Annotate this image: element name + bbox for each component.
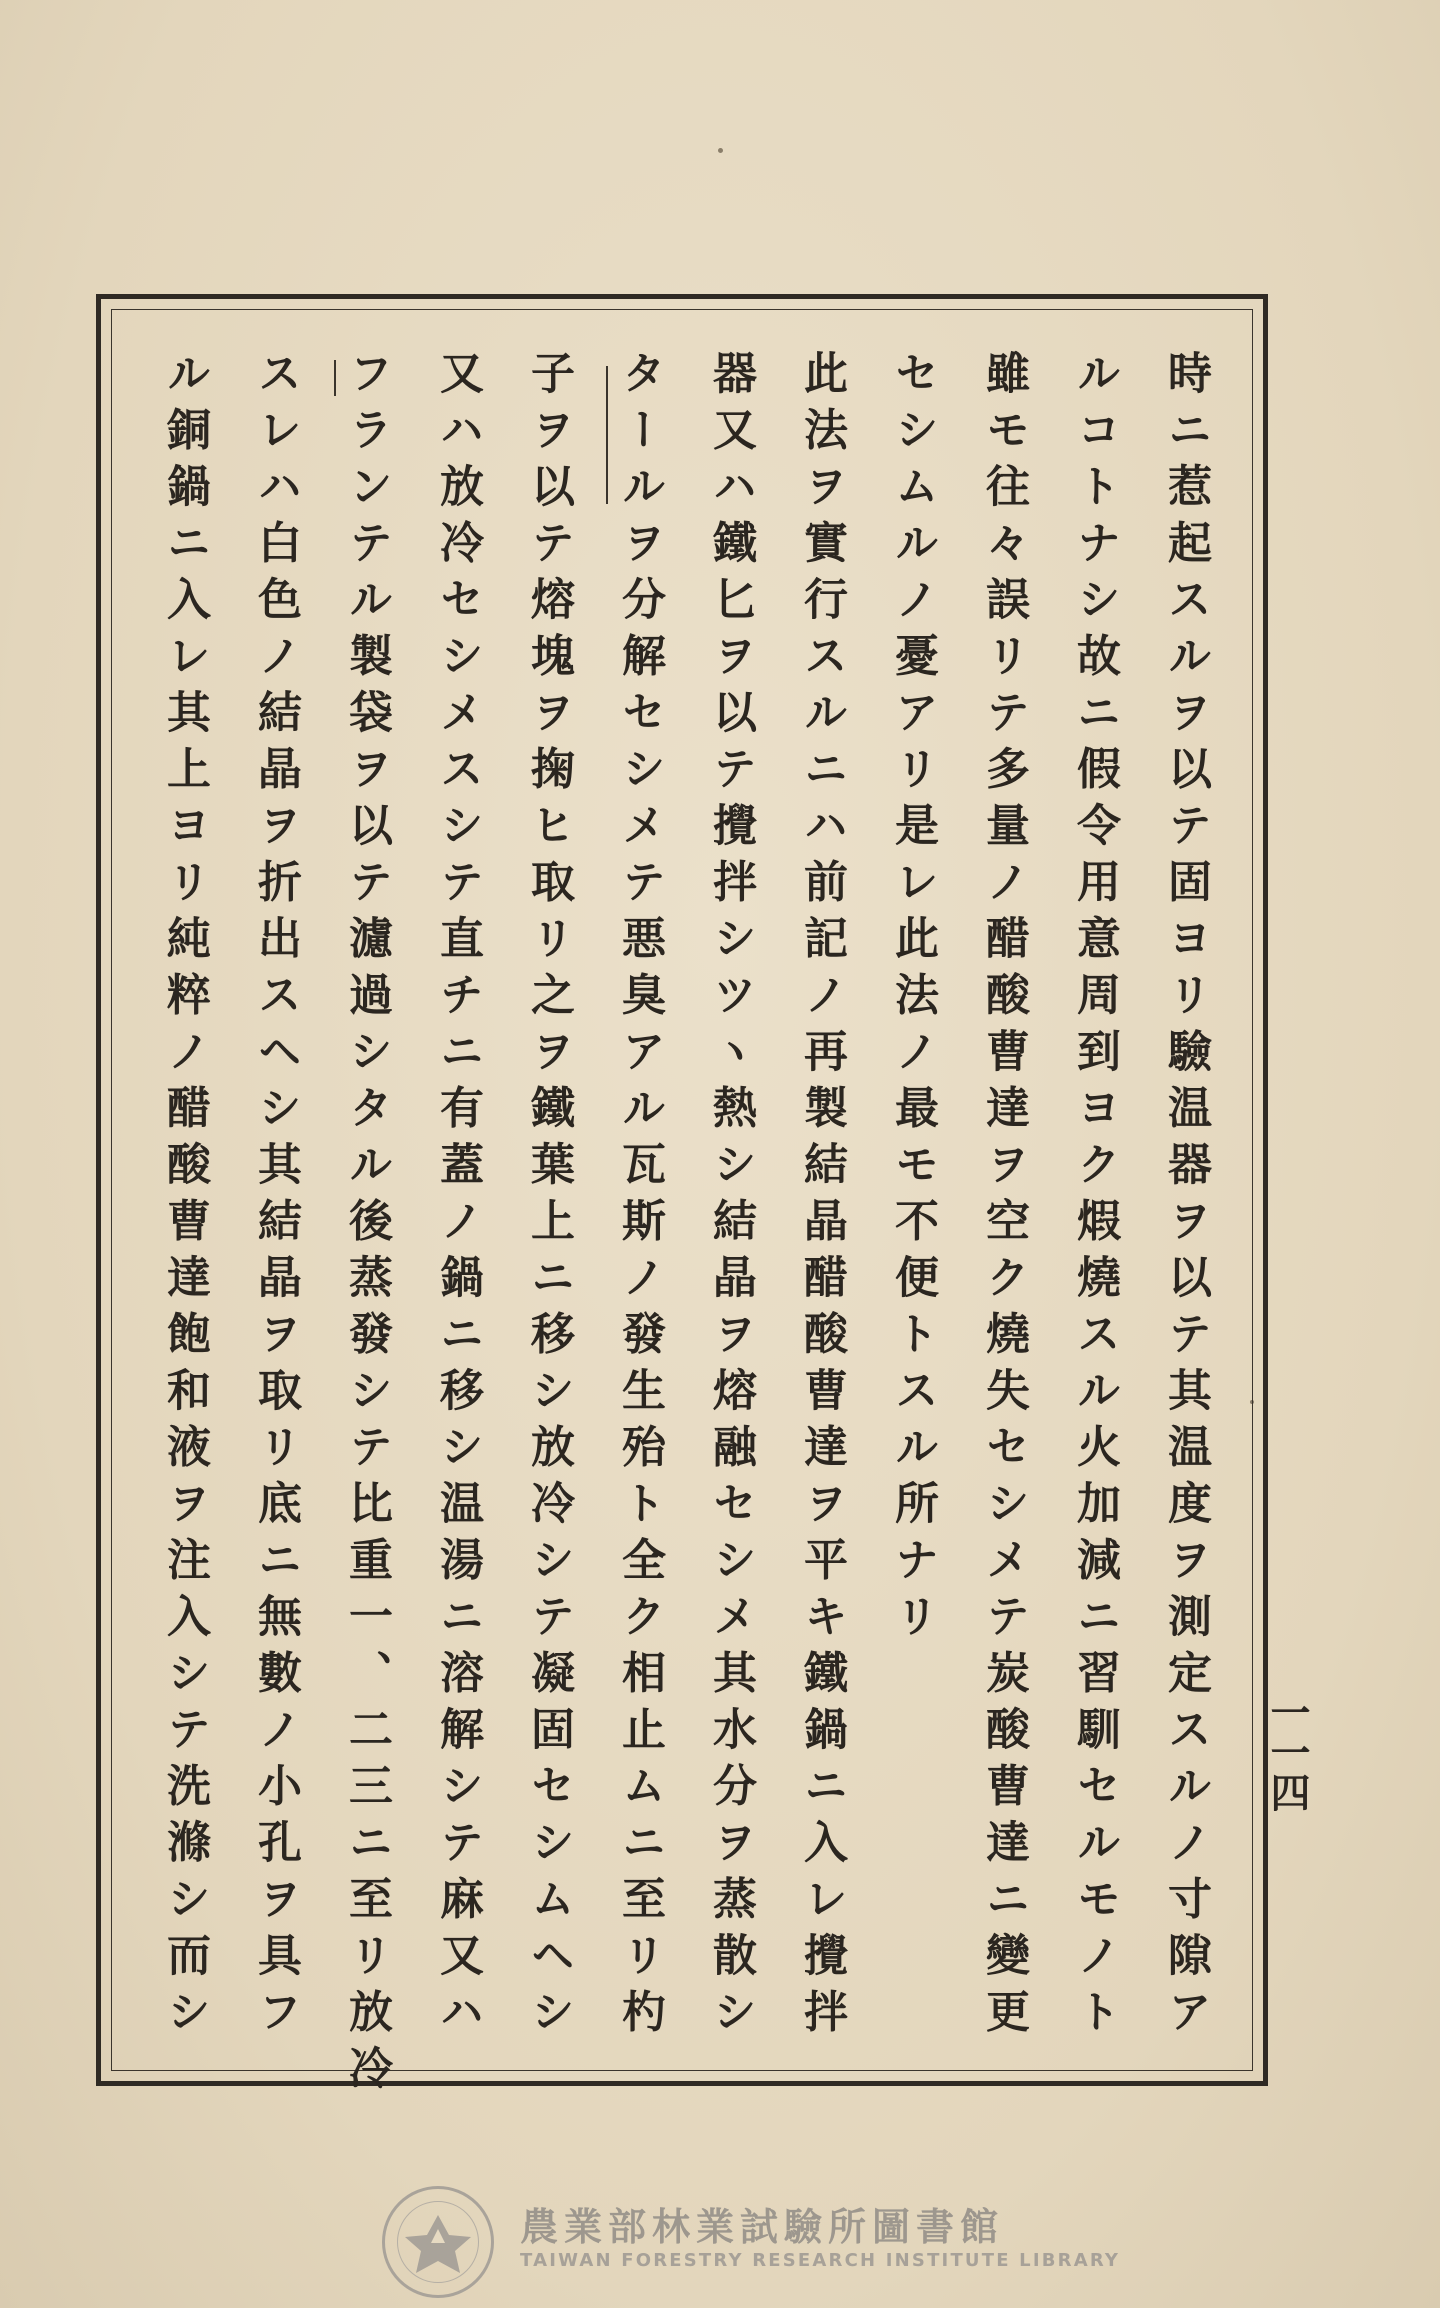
text-column: 器又ハ鐵匕ヲ以テ攪拌シツヽ熱シ結晶ヲ熔融セシメ其水分ヲ蒸散シ (705, 350, 756, 2045)
text-column: セシムルノ憂アリ是レ此法ノ最モ不便トスル所ナリ (887, 350, 938, 1650)
text-column: 時ニ惹起スルヲ以テ固ヨリ驗温器ヲ以テ其温度ヲ測定スルノ寸隙ア (1160, 350, 1211, 2045)
section-marker-rule (606, 366, 608, 504)
page-number: 一一四 (1264, 1692, 1311, 1812)
text-column: タールヲ分解セシメテ悪臭アル瓦斯ノ發生殆ト全ク相止ムニ至リ杓 (614, 350, 665, 2045)
dust-speck (718, 148, 723, 153)
text-column: ルコトナシ故ニ假令用意周到ヨク煆燒スル火加減ニ習馴セルモノト (1069, 350, 1120, 2045)
library-name-en: TAIWAN FORESTRY RESEARCH INSTITUTE LIBRARY (520, 2250, 1121, 2271)
text-column: 子ヲ以テ熔塊ヲ掬ヒ取リ之ヲ鐵葉上ニ移シ放冷シテ凝固セシムヘシ (523, 350, 574, 2045)
text-column: 又ハ放冷セシメスシテ直チニ有蓋ノ鍋ニ移シ温湯ニ溶解シテ麻又ハ (432, 350, 483, 2045)
vertical-text-body (135, 350, 1215, 2102)
text-column: ル銅鍋ニ入レ其上ヨリ純粹ノ醋酸曹達飽和液ヲ注入シテ洗滌シ而シ (159, 350, 210, 2045)
text-column: スレハ白色ノ結晶ヲ折出スヘシ其結晶ヲ取リ底ニ無數ノ小孔ヲ具フ (250, 350, 301, 2045)
library-name-cjk: 農業部林業試驗所圖書館 (520, 2205, 1005, 2249)
text-column: 雖モ往々誤リテ多量ノ醋酸曹達ヲ空ク燒失セシメテ炭酸曹達ニ變更 (978, 350, 1029, 2045)
section-marker-rule (334, 360, 336, 396)
text-column: 此法ヲ實行スルニハ前記ノ再製結晶醋酸曹達ヲ平キ鐵鍋ニ入レ攪拌 (796, 350, 847, 2045)
library-seal-icon (382, 2186, 494, 2298)
library-watermark (374, 2172, 1121, 2292)
text-column: フランテル製袋ヲ以テ濾過シタル後蒸發シテ比重一、二三ニ至リ放冷 (341, 350, 392, 2102)
